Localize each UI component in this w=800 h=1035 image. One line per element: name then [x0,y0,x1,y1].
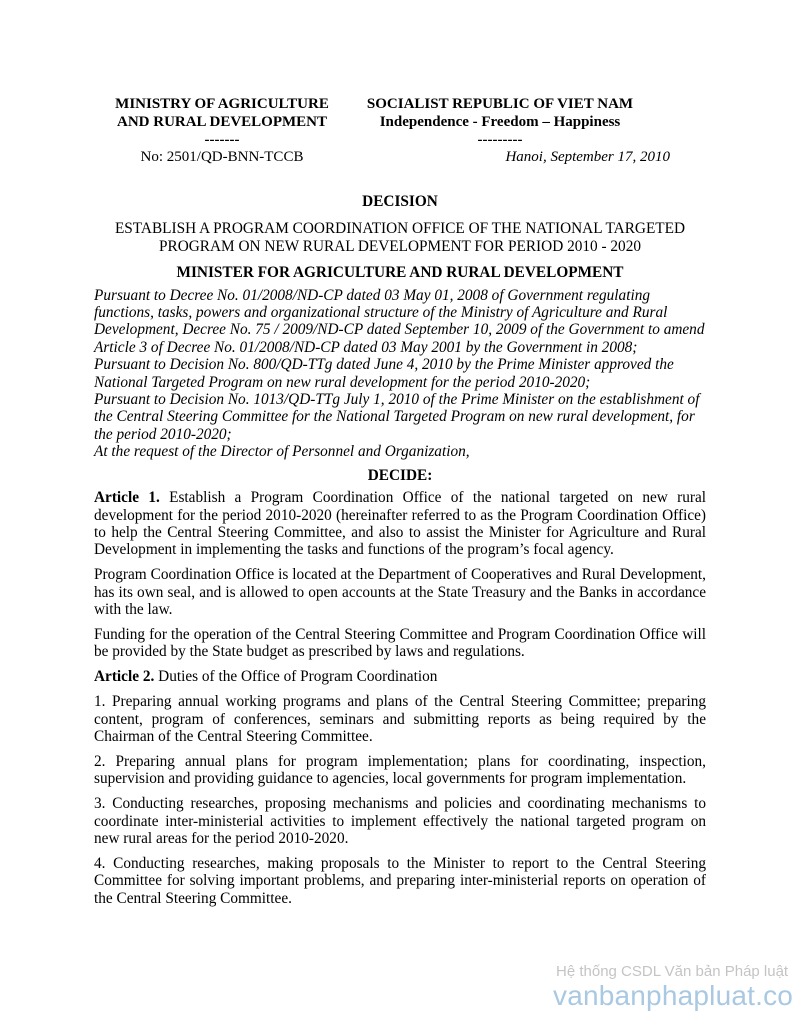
watermark-site: vanbanphapluat.co [553,980,794,1011]
document-body [94,193,706,915]
watermark-caption: Hệ thống CSDL Văn bản Pháp luật [556,963,789,980]
document-date: Hanoi, September 17, 2010 [505,149,670,165]
pursuant-clause: Pursuant to Decree No. 01/2008/ND-CP dated 03 May 01, 2008 of Government regulating functions, tasks, powers and organizational structure of the Ministry of Agriculture and Rural Development, Decree No. 75 / 2009/ND-CP dated September 10, 2009 of the Government to amend Article 3 of Decree No. 01/2008/ND-CP dated 03 May 2001 by the Government in 2008; [94,286,705,356]
ministry-divider: ------- [204,132,240,148]
article-1-text: Establish a Program Coordination Office of the national targeted on new rural development for the period 2010-2020 (hereinafter referred to as the Program Coordination Office) to help the Central Steering Committee, and also to assist the Minister for Agriculture and Rural Development in implementing the tasks and functions of the program’s focal agency. [94,489,707,559]
legal-basis [94,287,706,461]
article-1 [94,489,706,559]
article-2-item: 1. Preparing annual working programs and plans of the Central Steering Committee; preparing content, program of conferences, seminars and submitting reports as being required by the Chairman of the Central Steering Committee. [94,693,706,745]
decide-heading: DECIDE: [367,466,433,484]
republic-name: SOCIALIST REPUBLIC OF VIET NAM [366,96,634,112]
issuing-authority: MINISTER FOR AGRICULTURE AND RURAL DEVELOPMENT [176,264,624,282]
ministry-name-line2: AND RURAL DEVELOPMENT [116,114,327,130]
subject-line-1: ESTABLISH A PROGRAM COORDINATION OFFICE OF THE NATIONAL TARGETED [114,220,686,238]
article-2 [94,668,706,685]
ministry-name-line1: MINISTRY OF AGRICULTURE [115,96,329,112]
document-title: DECISION [362,193,438,210]
pursuant-clause: Pursuant to Decision No. 1013/QD-TTg July 1, 2010 of the Prime Minister on the establishment of the Central Steering Committee for the National Targeted Program on new rural development, for the period 2010-2020; [94,391,700,443]
article-2-item: 2. Preparing annual plans for program implementation; plans for coordinating, inspection, supervision and providing guidance to agencies, local governments for program implementation. [94,752,706,788]
ministry-header [72,95,372,149]
article-1-paragraph-2: Program Coordination Office is located at the Department of Cooperatives and Rural Development, has its own seal, and is allowed to open accounts at the State Treasury and the Banks in accordance with the law. [94,566,706,619]
pursuant-clause: Pursuant to Decision No. 800/QD-TTg dated June 4, 2010 by the Prime Minister approved the National Targeted Program on new rural development for the period 2010-2020; [94,356,674,391]
article-1-label: Article 1. [94,489,160,507]
subject-line-2: PROGRAM ON NEW RURAL DEVELOPMENT FOR PERIOD 2010 - 2020 [158,237,642,255]
republic-divider: --------- [477,132,523,148]
national-motto: Independence - Freedom – Happiness [379,114,621,130]
article-2-item: 4. Conducting researches, making proposals to the Minister to report to the Central Steering Committee for solving important problems, and preparing inter-ministerial reports on operation of the Central Steering Committee. [94,854,706,907]
pursuant-clause: At the request of the Director of Personnel and Organization, [94,443,470,461]
article-2-text: Duties of the Office of Program Coordination [158,668,438,686]
republic-header [345,95,655,149]
document-number: No: 2501/QD-BNN-TCCB [140,149,304,165]
article-2-item: 3. Conducting researches, proposing mechanisms and policies and coordinating mechanisms to coordinate inter-ministerial activities to implement effectively the national targeted program on new rural areas for the period 2010-2020. [94,795,706,847]
document-subject [94,220,706,255]
article-2-label: Article 2. [94,668,155,686]
article-1-paragraph-3: Funding for the operation of the Central Steering Committee and Program Coordination Office will be provided by the State budget as prescribed by laws and regulations. [94,625,706,661]
